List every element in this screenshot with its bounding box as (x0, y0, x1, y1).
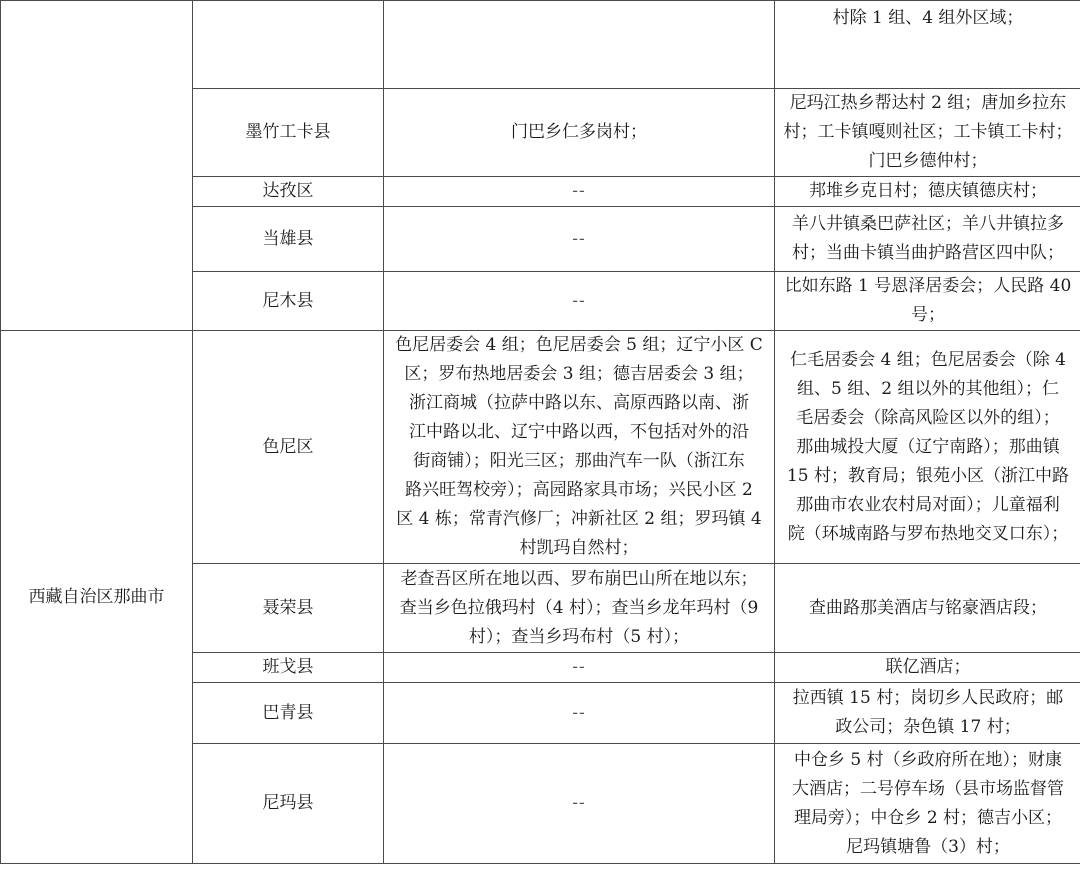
measures-cell: -- (384, 207, 775, 272)
measures-cell: 色尼居委会 4 组；色尼居委会 5 组；辽宁小区 C 区；罗布热地居委会 3 组；德吉居委会 3 组； 浙江商城（拉萨中路以东、高原西路以南、浙 江中路以北、辽宁中路以西，不包括对外的沿 街商铺）；阳光三区；那曲汽车一队（浙江东 路兴旺驾校旁）；高园路家具市场；兴民小区 2 区 4 栋；常青汽修厂；冲新社区 2 组；罗玛镇 4 村凯玛自然村； (384, 331, 775, 564)
lowrisk-cell: 仁毛居委会 4 组；色尼居委会（除 4 组、5 组、2 组以外的其他组）；仁 毛居委会（除高风险区以外的组）； 那曲城投大厦（辽宁南路）；那曲镇 15 村；教育局；银苑小区（浙江中路 那曲市农业农村局对面）；儿童福利 院（环城南路与罗布热地交叉口东）； (775, 331, 1080, 564)
measures-cell: -- (384, 653, 775, 683)
county-cell (193, 1, 384, 89)
county-cell: 当雄县 (193, 207, 384, 272)
county-cell: 班戈县 (193, 653, 384, 683)
lowrisk-cell: 邦堆乡克日村；德庆镇德庆村； (775, 177, 1080, 207)
lowrisk-cell: 联亿酒店； (775, 653, 1080, 683)
lowrisk-cell: 村除 1 组、4 组外区域； (775, 1, 1080, 89)
table-row (1, 1, 1080, 89)
lowrisk-cell: 拉西镇 15 村；岗切乡人民政府；邮 政公司；杂色镇 17 村； (775, 683, 1080, 744)
measures-cell (384, 1, 775, 89)
measures-cell: -- (384, 177, 775, 207)
county-cell: 色尼区 (193, 331, 384, 564)
county-cell: 聂荣县 (193, 564, 384, 653)
measures-cell: -- (384, 744, 775, 864)
lowrisk-cell: 尼玛江热乡帮达村 2 组；唐加乡拉东 村；工卡镇嘎则社区；工卡镇工卡村； 门巴乡德仲村； (775, 89, 1080, 177)
county-cell: 墨竹工卡县 (193, 89, 384, 177)
lowrisk-cell: 羊八井镇桑巴萨社区；羊八井镇拉多 村；当曲卡镇当曲护路营区四中队； (775, 207, 1080, 272)
table-row (1, 331, 1080, 564)
measures-cell: 门巴乡仁多岗村； (384, 89, 775, 177)
region-cell-lhasa (1, 1, 193, 331)
measures-cell: 老查吾区所在地以西、罗布崩巴山所在地以东； 查当乡色拉俄玛村（4 村）；查当乡龙年玛村（9 村）；查当乡玛布村（5 村）； (384, 564, 775, 653)
county-cell: 尼木县 (193, 272, 384, 331)
measures-cell: -- (384, 272, 775, 331)
measures-cell: -- (384, 683, 775, 744)
region-cell: 西藏自治区那曲市 (1, 331, 193, 864)
lowrisk-cell: 查曲路那美酒店与铭豪酒店段； (775, 564, 1080, 653)
county-cell: 达孜区 (193, 177, 384, 207)
county-cell: 巴青县 (193, 683, 384, 744)
lowrisk-cell: 比如东路 1 号恩泽居委会；人民路 40 号； (775, 272, 1080, 331)
lowrisk-cell: 中仓乡 5 村（乡政府所在地）；财康 大酒店；二号停车场（县市场监督管 理局旁）；中仓乡 2 村；德吉小区； 尼玛镇塘鲁（3）村； (775, 744, 1080, 864)
county-cell: 尼玛县 (193, 744, 384, 864)
